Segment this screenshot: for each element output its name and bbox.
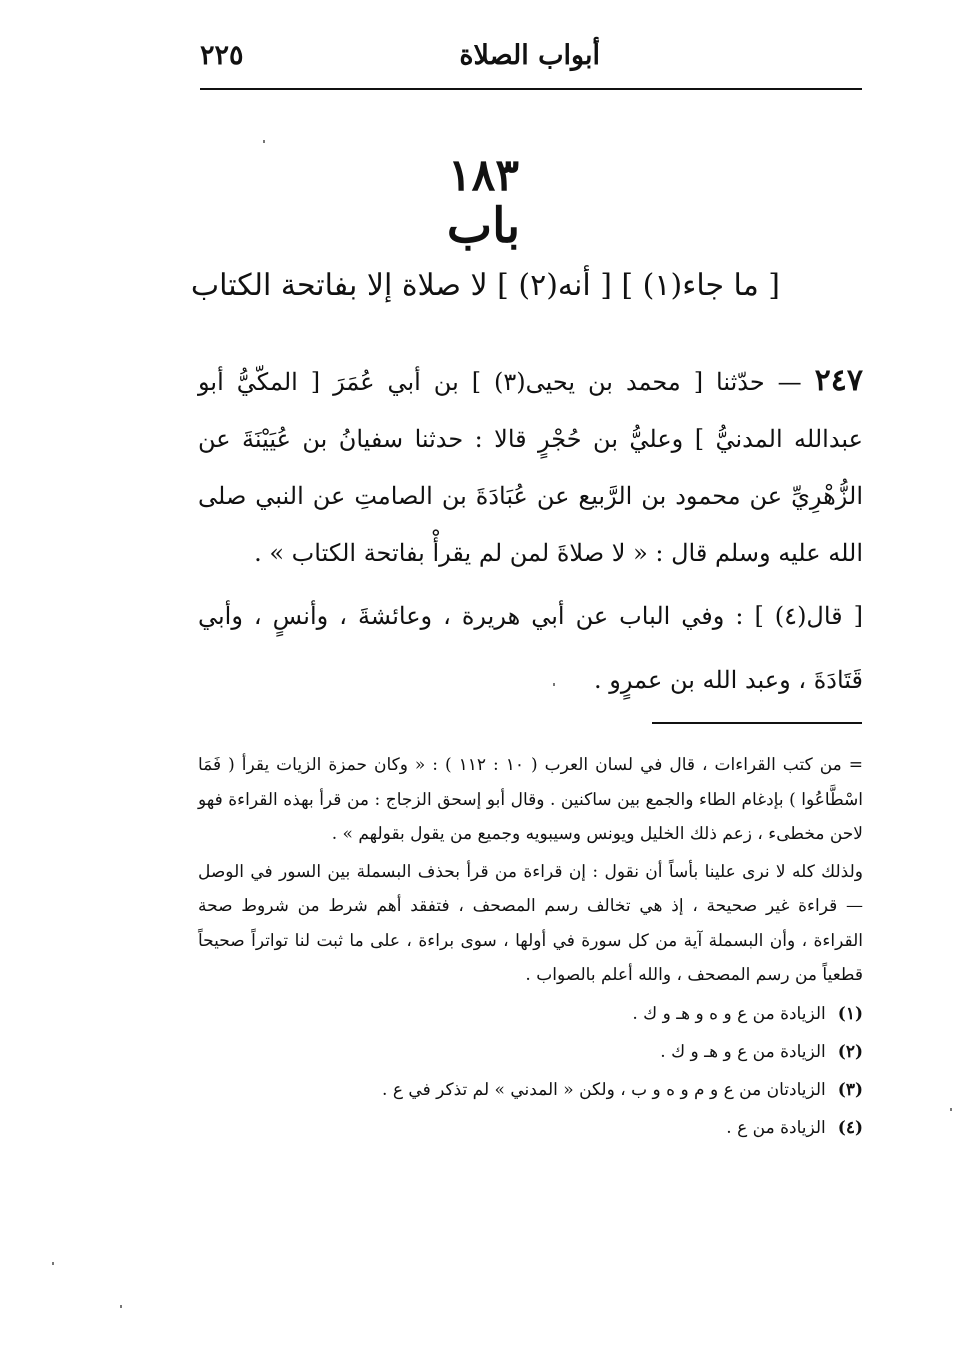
chapter-number: ١٨٣ <box>448 150 519 201</box>
scan-speck <box>52 1262 54 1265</box>
footnote-number: (٤) <box>837 1117 863 1138</box>
footnote-continuation-2: ولذلك كله لا نرى علينا بأساً أن نقول : إن قراءة من قرأ بحذف البسملة بين السور في الوصل — قراءة غير صحيحة ، إذ هي تخالف رسم المصحف ، فتفقد أهم شرط من شروط صحة القراءة ، وأن البسملة آية من كل سورة في أولها ، سوى براءة ، على ما ثبت لنا تواتراً صحيحاً قطعياً من رسم المصحف ، والله أعلم بالصواب . <box>198 861 863 985</box>
footnote-number: (٢) <box>837 1041 863 1062</box>
running-header <box>200 38 860 84</box>
page-number: ٢٢٥ <box>200 40 244 71</box>
bab-note: [ قال(٤) ] : وفي الباب عن أبي هريرة ، وعائشةَ ، وأنسٍ ، وأبي قَتَادَةَ ، وعبد الله بن عمرٍو . <box>198 602 864 694</box>
footnote-list <box>198 997 863 1146</box>
footnote-text: الزيادة من ع . <box>726 1117 826 1138</box>
scan-speck <box>120 1305 122 1308</box>
footnote-separator <box>652 722 862 724</box>
footnote-text: الزيادة من ع و ه و هـ و ك . <box>632 1003 826 1024</box>
footnote-number: (٣) <box>837 1079 863 1100</box>
hadith-text: حدّثنا [ محمد بن يحيى(٣) ] بن أبي عُمَرَ [ المكّيُّ أبو عبدالله المدنيُّ ] وعليُّ بن حُجْرٍ قالا : حدثنا سفيانُ بن عُيَيْنَةَ عن الزُّهْرِيِّ عن محمود بن الرَّبيع عن عُبَادَةَ بن الصامتِ عن النبي صلى الله عليه وسلم قال : « لا صلاةَ لمن لم يقرأْ بفاتحة الكتاب » . <box>198 368 863 567</box>
hadith-number: ٢٤٧ <box>814 363 863 398</box>
chapter-word: باب <box>446 198 521 254</box>
footnote-item <box>198 1111 863 1146</box>
header-rule <box>200 88 862 90</box>
footnote-continuation: = من كتب القراءات ، قال في لسان العرب ( ١٠ : ١١٢ ) : « وكان حمزة الزيات يقرأ ( فَمَا اسْطَّاعُوا ) بإدغام الطاء والجمع بين ساكنين . وقال أبو إسحق الزجاج : من قرأ بهذه القراءة فهو لاحن مخطىء ، زعم ذلك الخليل ويونس وسيبويه وجميع من يقول بقولهم » . <box>198 755 863 844</box>
footnote-number: (١) <box>837 1003 863 1024</box>
footnote-item <box>198 1035 863 1070</box>
chapter-heading: [ ما جاء(١) ] [ أنه(٢) ] لا صلاة إلا بفاتحة الكتاب <box>190 268 780 303</box>
footnote-text: الزيادتان من ع و م و ه و ب ، ولكن « المدني » لم تذكر في ع . <box>382 1079 826 1100</box>
footnotes <box>198 748 863 1149</box>
hadith-dash: — <box>764 368 815 396</box>
hadith-paragraph <box>198 352 863 582</box>
running-title: أبواب الصلاة <box>459 40 600 71</box>
footnote-text: الزيادة من ع و هـ و ك . <box>660 1041 826 1062</box>
footnote-item <box>198 1073 863 1108</box>
scan-speck <box>950 1108 952 1111</box>
footnote-item <box>198 997 863 1032</box>
scan-speck <box>263 140 265 143</box>
scan-speck <box>553 683 555 686</box>
